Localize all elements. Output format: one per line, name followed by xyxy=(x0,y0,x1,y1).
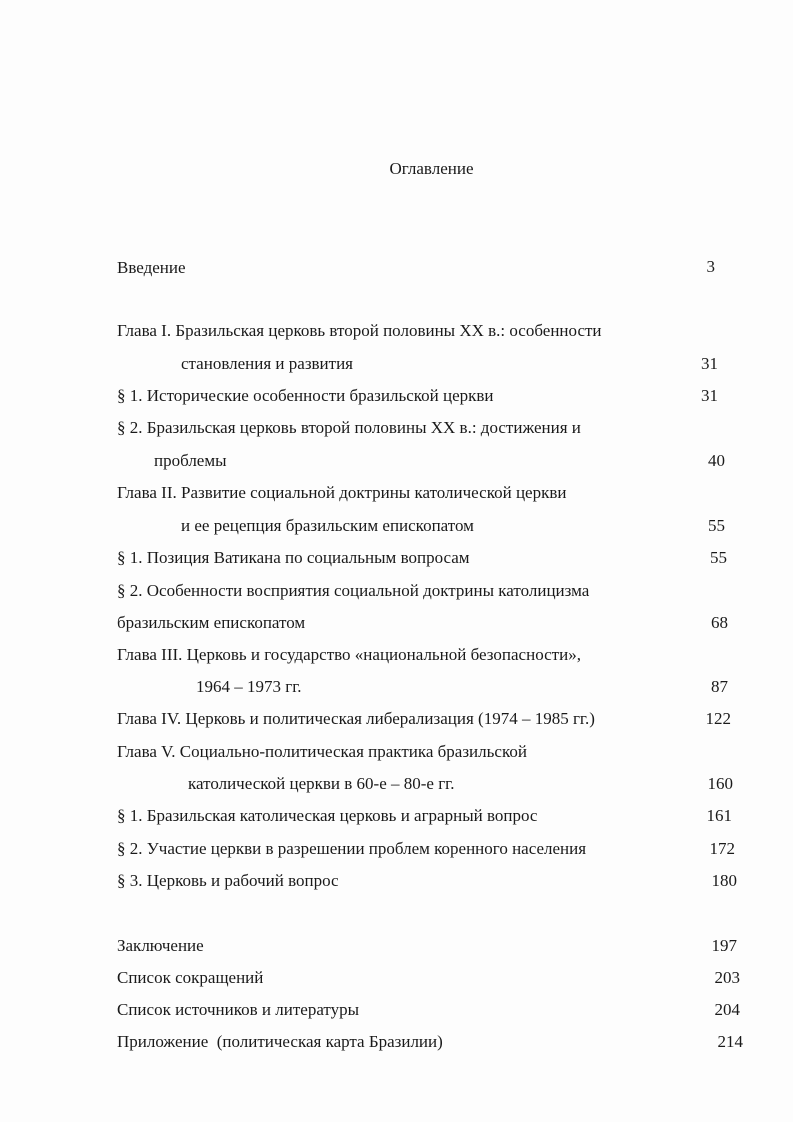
toc-entry-page: 160 xyxy=(707,774,733,793)
toc-entry-text: § 2. Особенности восприятия социальной доктрины католицизма xyxy=(117,581,590,600)
toc-entry-page: 31 xyxy=(701,354,718,373)
toc-entry-page: 180 xyxy=(711,871,737,890)
toc-entry-text: § 2. Участие церкви в разрешении проблем коренного населения xyxy=(117,839,587,858)
toc-entry-text: Глава IV. Церковь и политическая либерализация (1974 – 1985 гг.) xyxy=(117,709,595,728)
toc-entry-text: Глава I. Бразильская церковь второй половины XX в.: особенности xyxy=(117,321,602,340)
toc-entry-page: 68 xyxy=(711,613,728,632)
toc-entry-text: проблемы xyxy=(154,451,227,470)
toc-entry-text: и ее рецепция бразильским епископатом xyxy=(181,516,474,535)
toc-entry-text: § 1. Бразильская католическая церковь и аграрный вопрос xyxy=(117,806,538,825)
toc-entry-text: Глава III. Церковь и государство «национальной безопасности», xyxy=(117,645,581,664)
toc-entry-page: 3 xyxy=(706,257,715,276)
toc-entry-page: 203 xyxy=(714,968,740,987)
page-title: Оглавление xyxy=(389,159,474,178)
toc-entry-text: 1964 – 1973 гг. xyxy=(196,677,302,696)
toc-entry-text: Список источников и литературы xyxy=(117,1000,360,1019)
toc-entry-text: Глава II. Развитие социальной доктрины католической церкви xyxy=(117,483,567,502)
toc-entry-text: § 1. Исторические особенности бразильской церкви xyxy=(117,386,494,405)
toc-entry-text: § 3. Церковь и рабочий вопрос xyxy=(117,871,339,890)
toc-entry-text: бразильским епископатом xyxy=(117,613,306,632)
toc-entry-text: становления и развития xyxy=(181,354,354,373)
toc-entry-page: 197 xyxy=(711,936,737,955)
toc-entry-text: Введение xyxy=(117,258,186,277)
toc-entry-text: Глава V. Социально-политическая практика бразильской xyxy=(117,742,527,761)
toc-entry-text: § 2. Бразильская церковь второй половины XX в.: достижения и xyxy=(117,418,581,437)
toc-entry-text: Приложение (политическая карта Бразилии) xyxy=(117,1032,443,1051)
toc-entry-page: 172 xyxy=(709,839,735,858)
toc-entry-text: § 1. Позиция Ватикана по социальным вопросам xyxy=(117,548,470,567)
toc-entry-page: 31 xyxy=(701,386,718,405)
toc-entry-page: 204 xyxy=(714,1000,740,1019)
toc-entry-page: 122 xyxy=(705,709,731,728)
toc-entry-page: 40 xyxy=(708,451,725,470)
toc-entry-page: 55 xyxy=(710,548,727,567)
toc-entry-text: Список сокращений xyxy=(117,968,264,987)
toc-entry-page: 55 xyxy=(708,516,725,535)
toc-entry-page: 161 xyxy=(706,806,732,825)
toc-entry-page: 87 xyxy=(711,677,728,696)
toc-entry-text: Заключение xyxy=(117,936,204,955)
toc-entry-page: 214 xyxy=(717,1032,743,1051)
toc-entry-text: католической церкви в 60-е – 80-е гг. xyxy=(188,774,455,793)
